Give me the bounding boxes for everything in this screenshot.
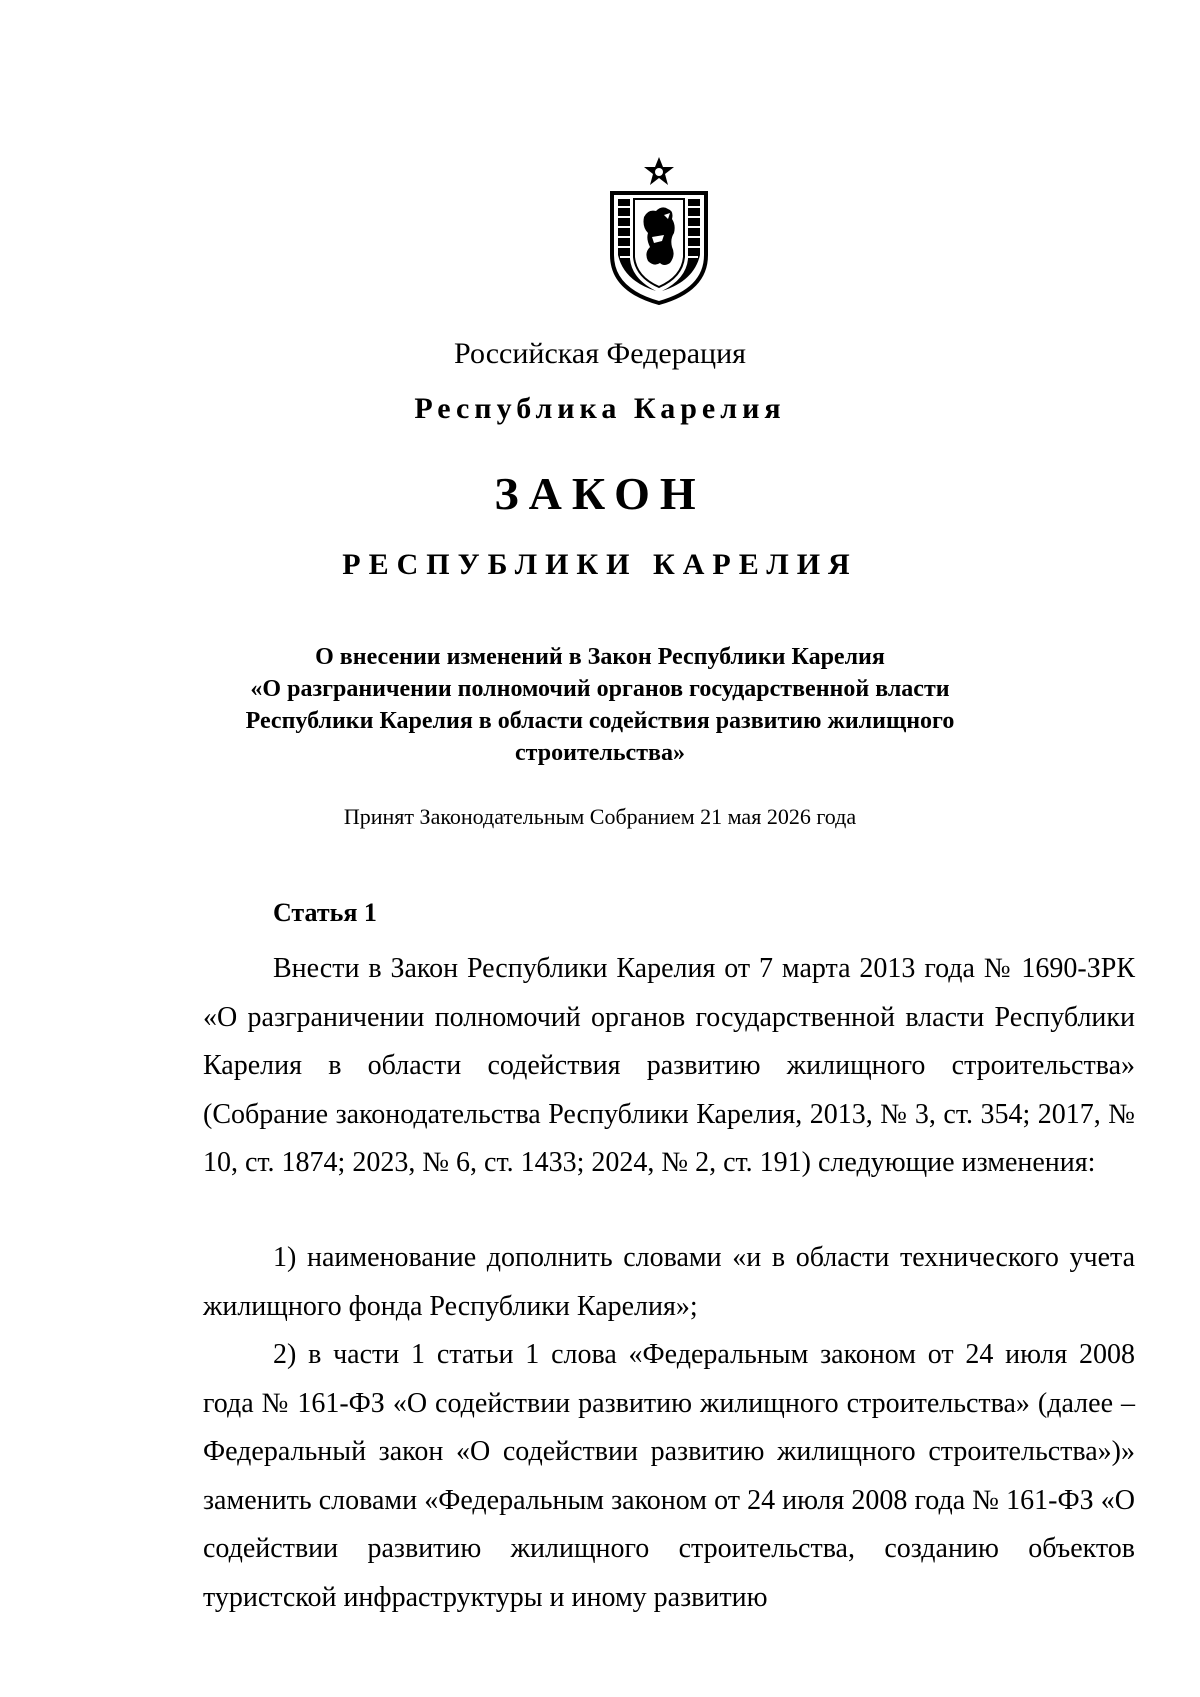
law-title (0, 641, 1200, 769)
republic-name: Республика Карелия (414, 392, 786, 425)
document-type: ЗАКОН (494, 468, 706, 519)
law-title-line: «О разграничении полномочий органов государственной власти (250, 676, 950, 702)
document-issuer: РЕСПУБЛИКИ КАРЕЛИЯ (342, 548, 858, 581)
law-title-line: строительства» (515, 740, 685, 766)
federation-name: Российская Федерация (454, 337, 746, 370)
article-heading: Статья 1 (273, 898, 377, 927)
coat-of-arms-karelia-icon (604, 155, 714, 305)
adoption-date: Принят Законодательным Собранием 21 мая 2026 года (343, 804, 857, 829)
article-paragraph: Внести в Закон Республики Карелия от 7 марта 2013 года № 1690-ЗРК «О разграничении полномочий органов государственной власти Республики Карелия в области содействия развитию жилищного строительства» (Собрание законодательства Республики Карелия, 2013, № 3, ст. 354; 2017, № 10, ст. 1874; 2023, № 6, ст. 1433; 2024, № 2, ст. 191) следующие изменения: (203, 953, 1135, 1178)
article-paragraph: 2) в части 1 статьи 1 слова «Федеральным законом от 24 июля 2008 года № 161-ФЗ «О содействии развитию жилищного строительства» (далее – Федеральный закон «О содействии развитию жилищного строительства»)» заменить словами «Федеральным законом от 24 июля 2008 года № 161-ФЗ «О содействии развитию жилищного строительства, созданию объектов туристской инфраструктуры и иному развитию (203, 1339, 1135, 1613)
law-title-line: О внесении изменений в Закон Республики Карелия (315, 644, 885, 670)
law-title-line: Республики Карелия в области содействия развитию жилищного (245, 708, 955, 734)
article-paragraph: 1) наименование дополнить словами «и в области технического учета жилищного фонда Республики Карелия»; (203, 1242, 1135, 1322)
